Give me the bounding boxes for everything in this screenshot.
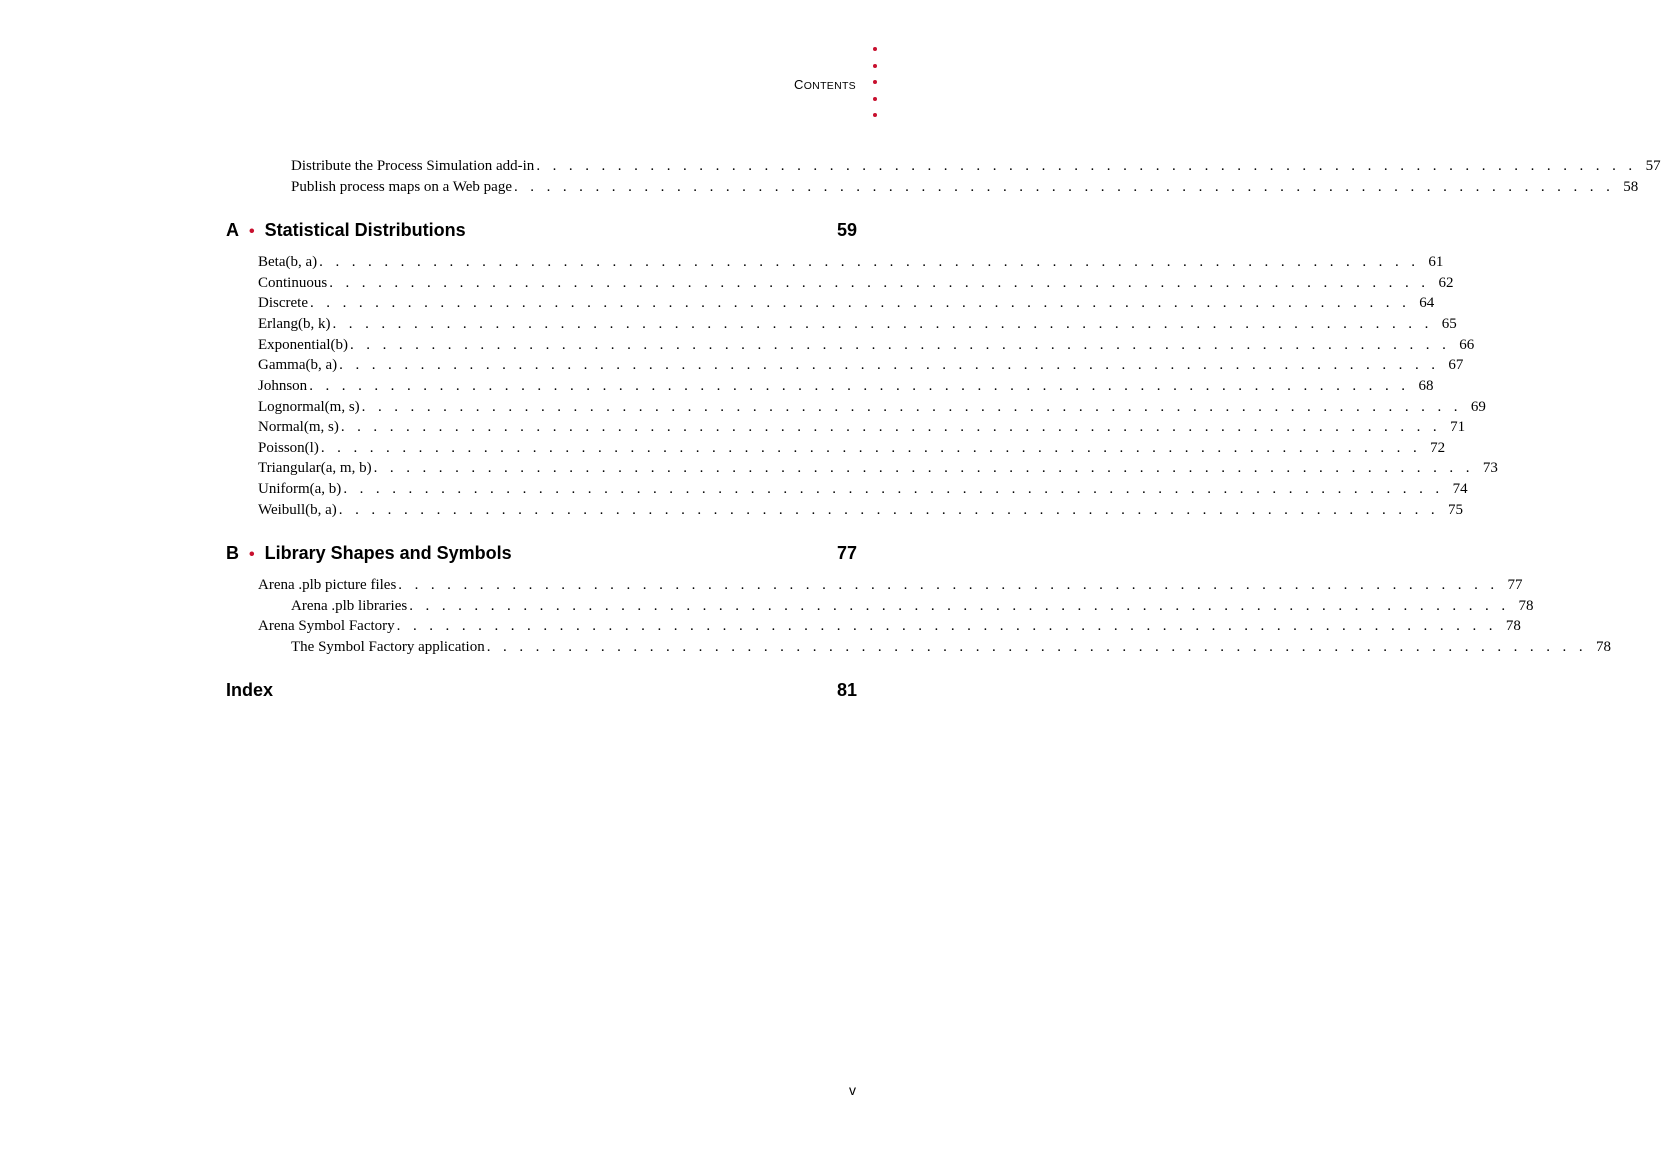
toc-entry-page: 68 <box>1418 378 1434 394</box>
toc-leader: . . . . . . . . . . . . . . . . . . . . . . . . . . . . . . . . . . . . . . . . . . . . . . . . . . . . . . . . . . . . . . . . . . . . <box>373 460 1474 476</box>
toc-entry-label: Arena Symbol Factory <box>258 618 395 634</box>
toc-entry-page: 74 <box>1452 481 1468 497</box>
toc-entry-page: 73 <box>1482 460 1498 476</box>
dot-icon <box>873 113 877 117</box>
toc-entry-page: 78 <box>1505 618 1521 634</box>
toc-entry[interactable] <box>258 315 1457 333</box>
toc-entry[interactable] <box>258 501 1464 519</box>
toc-entry-page: 57 <box>1645 158 1661 174</box>
dot-icon <box>873 80 877 84</box>
toc-entry[interactable] <box>258 617 1521 635</box>
toc-leader: . . . . . . . . . . . . . . . . . . . . . . . . . . . . . . . . . . . . . . . . . . . . . . . . . . . . . . . . . . . . . . . . . . . . <box>339 357 1440 373</box>
toc-entry[interactable] <box>258 377 1434 395</box>
toc-entry[interactable] <box>291 157 1661 175</box>
bullet-icon: • <box>249 546 255 563</box>
toc-entry-label: Johnson <box>258 378 308 394</box>
dot-icon <box>873 47 877 51</box>
toc-entry-page: 75 <box>1448 502 1464 518</box>
toc-entry[interactable] <box>258 336 1475 354</box>
toc-entry[interactable] <box>258 274 1454 292</box>
toc-entry-page: 67 <box>1448 357 1464 373</box>
toc-entry[interactable] <box>258 418 1466 436</box>
toc-entry[interactable] <box>258 294 1435 312</box>
section-page: 81 <box>836 680 857 700</box>
section-letter: B <box>226 543 239 563</box>
toc-entry[interactable] <box>291 178 1639 196</box>
toc-entry-label: Continuous <box>258 275 328 291</box>
toc-entry[interactable] <box>258 480 1468 498</box>
page-number: v <box>849 1082 856 1098</box>
toc-entry-page: 78 <box>1518 598 1534 614</box>
toc-entry[interactable] <box>258 398 1486 416</box>
running-header-rest: ONTENTS <box>803 80 856 92</box>
toc-entry-label: Gamma(b, a) <box>258 357 338 373</box>
toc-entry-page: 65 <box>1441 316 1457 332</box>
toc-leader: . . . . . . . . . . . . . . . . . . . . . . . . . . . . . . . . . . . . . . . . . . . . . . . . . . . . . . . . . . . . . . . . . . . . <box>349 337 1451 353</box>
toc-entry-page: 62 <box>1438 275 1454 291</box>
toc-entry[interactable] <box>291 638 1611 656</box>
section-title: Index <box>226 680 274 700</box>
toc-leader: . . . . . . . . . . . . . . . . . . . . . . . . . . . . . . . . . . . . . . . . . . . . . . . . . . . . . . . . . . . . . . . . . . . . <box>343 481 1444 497</box>
toc-leader: . . . . . . . . . . . . . . . . . . . . . . . . . . . . . . . . . . . . . . . . . . . . . . . . . . . . . . . . . . . . . . . . . . . . <box>398 577 1499 593</box>
toc-entry-label: Beta(b, a) <box>258 254 318 270</box>
toc-leader: . . . . . . . . . . . . . . . . . . . . . . . . . . . . . . . . . . . . . . . . . . . . . . . . . . . . . . . . . . . . . . . . . . . . <box>340 419 1442 435</box>
toc-entry-page: 61 <box>1428 254 1444 270</box>
toc-entry[interactable] <box>291 597 1534 615</box>
toc-entry[interactable] <box>258 439 1446 457</box>
toc-entry-label: Arena .plb libraries <box>291 598 408 614</box>
toc-entry-label: Discrete <box>258 295 308 311</box>
dot-icon <box>873 97 877 101</box>
section-title: Library Shapes and Symbols <box>264 543 512 563</box>
toc-entry-page: 77 <box>1507 577 1523 593</box>
bullet-icon: • <box>249 223 255 240</box>
toc-entry-label: Erlang(b, k) <box>258 316 331 332</box>
toc-leader: . . . . . . . . . . . . . . . . . . . . . . . . . . . . . . . . . . . . . . . . . . . . . . . . . . . . . . . . . . . . . . . . . . . . <box>486 639 1587 655</box>
toc-entry-label: Arena .plb picture files <box>258 577 397 593</box>
toc-entry-label: Poisson(l) <box>258 440 319 456</box>
toc-entry-page: 71 <box>1450 419 1466 435</box>
decorative-dots <box>873 47 881 130</box>
toc-leader: . . . . . . . . . . . . . . . . . . . . . . . . . . . . . . . . . . . . . . . . . . . . . . . . . . . . . . . . . . . . . . . . . . . . <box>513 179 1615 195</box>
toc-entry-page: 66 <box>1459 337 1475 353</box>
toc-entry-label: Weibull(b, a) <box>258 502 337 518</box>
toc-leader: . . . . . . . . . . . . . . . . . . . . . . . . . . . . . . . . . . . . . . . . . . . . . . . . . . . . . . . . . . . . . . . . . . . . <box>409 598 1510 614</box>
toc-entry-page: 72 <box>1430 440 1446 456</box>
running-header <box>794 77 856 92</box>
toc-entry-page: 69 <box>1470 399 1486 415</box>
toc-entry-label: Lognormal(m, s) <box>258 399 360 415</box>
toc-leader: . . . . . . . . . . . . . . . . . . . . . . . . . . . . . . . . . . . . . . . . . . . . . . . . . . . . . . . . . . . . . . . . . . . . <box>338 502 1440 518</box>
toc-entry-label: The Symbol Factory application <box>291 639 485 655</box>
toc-leader: . . . . . . . . . . . . . . . . . . . . . . . . . . . . . . . . . . . . . . . . . . . . . . . . . . . . . . . . . . . . . . . . . . . . <box>309 378 1410 394</box>
toc-entry-label: Exponential(b) <box>258 337 348 353</box>
section-title: Statistical Distributions <box>264 220 466 240</box>
toc-entry-label: Publish process maps on a Web page <box>291 179 512 195</box>
toc-entry-page: 78 <box>1595 639 1611 655</box>
toc-entry-label: Triangular(a, m, b) <box>258 460 372 476</box>
toc-leader: . . . . . . . . . . . . . . . . . . . . . . . . . . . . . . . . . . . . . . . . . . . . . . . . . . . . . . . . . . . . . . . . . . . . <box>320 440 1422 456</box>
toc-leader: . . . . . . . . . . . . . . . . . . . . . . . . . . . . . . . . . . . . . . . . . . . . . . . . . . . . . . . . . . . . . . . . . . . . <box>332 316 1433 332</box>
toc-entry[interactable] <box>258 356 1464 374</box>
toc-leader: . . . . . . . . . . . . . . . . . . . . . . . . . . . . . . . . . . . . . . . . . . . . . . . . . . . . . . . . . . . . . . . . . . . . <box>396 618 1497 634</box>
toc-leader: . . . . . . . . . . . . . . . . . . . . . . . . . . . . . . . . . . . . . . . . . . . . . . . . . . . . . . . . . . . . . . . . . . . . <box>361 399 1462 415</box>
toc-entry-label: Distribute the Process Simulation add-in <box>291 158 535 174</box>
toc-entry[interactable] <box>258 253 1444 271</box>
toc-entry-page: 58 <box>1623 179 1639 195</box>
dot-icon <box>873 64 877 68</box>
toc-leader: . . . . . . . . . . . . . . . . . . . . . . . . . . . . . . . . . . . . . . . . . . . . . . . . . . . . . . . . . . . . . . . . . . . . <box>329 275 1430 291</box>
running-header-initial: C <box>794 77 804 92</box>
toc-leader: . . . . . . . . . . . . . . . . . . . . . . . . . . . . . . . . . . . . . . . . . . . . . . . . . . . . . . . . . . . . . . . . . . . . <box>319 254 1420 270</box>
toc-entry-label: Uniform(a, b) <box>258 481 342 497</box>
toc-leader: . . . . . . . . . . . . . . . . . . . . . . . . . . . . . . . . . . . . . . . . . . . . . . . . . . . . . . . . . . . . . . . . . . . . <box>309 295 1411 311</box>
section-page: 77 <box>836 543 857 563</box>
section-letter: A <box>226 220 239 240</box>
toc-entry[interactable] <box>258 459 1498 477</box>
toc-entry-label: Normal(m, s) <box>258 419 339 435</box>
toc-entry-page: 64 <box>1419 295 1435 311</box>
toc-leader: . . . . . . . . . . . . . . . . . . . . . . . . . . . . . . . . . . . . . . . . . . . . . . . . . . . . . . . . . . . . . . . . . . . . <box>536 158 1637 174</box>
toc-entry[interactable] <box>258 576 1523 594</box>
section-page: 59 <box>836 220 857 240</box>
toc-section-heading[interactable] <box>226 219 857 243</box>
toc-section-heading[interactable] <box>226 679 857 701</box>
toc-section-heading[interactable] <box>226 542 857 566</box>
